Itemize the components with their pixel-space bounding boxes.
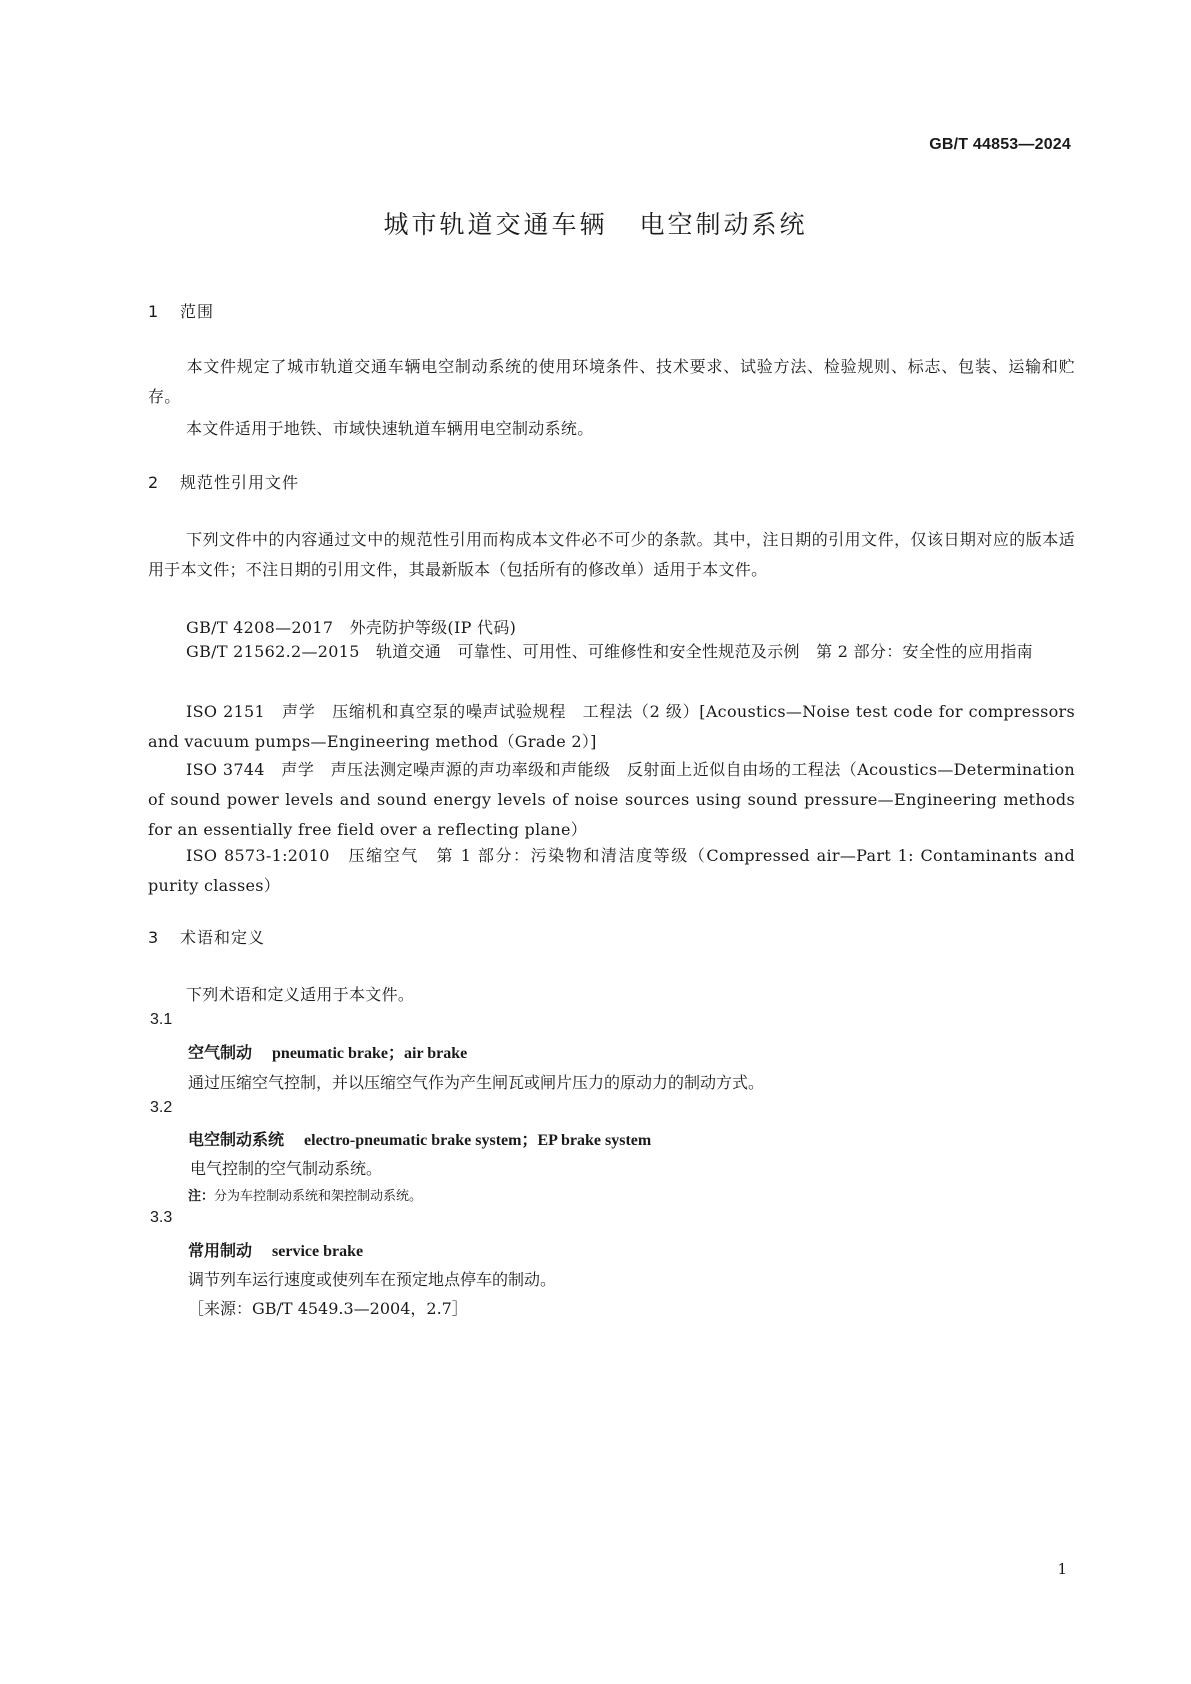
references-intro-text: 下列文件中的内容通过文中的规范性引用而构成本文件必不可少的条款。其中，注日期的引用文件，仅该日期对应的版本适用于本文件；不注日期的引用文件，其最新版本（包括所有的修改单）适用于本文件。 [148, 530, 1075, 579]
section-3-heading [148, 925, 265, 948]
reference-item [148, 637, 1075, 667]
title-part-2: 电空制动系统 [639, 210, 808, 239]
note-text: 分为车控制动系统和架控制动系统。 [214, 1189, 423, 1204]
term-definition: 通过压缩空气控制，并以压缩空气作为产生闸瓦或闸片压力的原动力的制动方式。 [188, 1073, 765, 1092]
standard-number: GB/T 44853—2024 [929, 136, 1071, 153]
section-title: 规范性引用文件 [180, 473, 300, 492]
page-number: 1 [1057, 1560, 1067, 1578]
section-number: 1 [148, 302, 160, 321]
terms-intro: 下列术语和定义适用于本文件。 [186, 985, 415, 1004]
term-heading [188, 1040, 467, 1063]
section-title: 术语和定义 [180, 928, 266, 947]
term-zh: 电空制动系统 [188, 1130, 285, 1149]
reference-item [148, 697, 1075, 757]
term-en: pneumatic brake；air brake [272, 1045, 468, 1062]
term-heading [188, 1127, 651, 1150]
section-number: 3 [148, 928, 160, 947]
reference-text: ISO 3744 声学 声压法测定噪声源的声功率级和声能级 反射面上近似自由场的工程法（Acoustics—Determination of sound power levels and sound energy levels of noise sources using sound pressure—Engineering methods for an essentially free field over a reflecting plane） [148, 760, 1075, 839]
term-en: service brake [272, 1243, 364, 1260]
clause-number: 3.1 [150, 1011, 173, 1028]
reference-item [148, 755, 1075, 845]
term-definition: 调节列车运行速度或使列车在预定地点停车的制动。 [188, 1270, 557, 1289]
clause-number: 3.2 [150, 1099, 173, 1116]
section-1-heading [148, 299, 214, 322]
section-2-heading [148, 470, 299, 493]
reference-item [148, 841, 1075, 901]
reference-item: GB/T 4208—2017 外壳防护等级(IP 代码) [186, 618, 517, 637]
term-note [188, 1185, 422, 1204]
scope-paragraph-2: 本文件适用于地铁、市域快速轨道车辆用电空制动系统。 [186, 419, 594, 438]
reference-text: ISO 8573-1:2010 压缩空气 第 1 部分：污染物和清洁度等级（Compressed air—Part 1: Contaminants and purity classes） [148, 846, 1075, 895]
term-source: ［来源：GB/T 4549.3—2004，2.7］ [188, 1299, 468, 1318]
title-part-1: 城市轨道交通车辆 [383, 210, 608, 239]
term-definition: 电气控制的空气制动系统。 [190, 1159, 383, 1178]
clause-number: 3.3 [150, 1209, 173, 1226]
section-title: 范围 [180, 302, 215, 321]
reference-text: ISO 2151 声学 压缩机和真空泵的噪声试验规程 工程法（2 级）[Acoustics—Noise test code for compressors and vacuum pumps—Engineering method（Grade 2）] [148, 702, 1075, 751]
scope-paragraph-1 [148, 352, 1075, 412]
scope-text-1: 本文件规定了城市轨道交通车辆电空制动系统的使用环境条件、技术要求、试验方法、检验规则、标志、包装、运输和贮存。 [148, 357, 1075, 406]
document-title [0, 205, 1191, 241]
term-heading [188, 1238, 363, 1261]
term-zh: 空气制动 [188, 1043, 253, 1062]
section-number: 2 [148, 473, 160, 492]
term-zh: 常用制动 [188, 1241, 253, 1260]
term-en: electro-pneumatic brake system；EP brake system [304, 1132, 652, 1149]
references-intro [148, 525, 1075, 585]
reference-text: GB/T 21562.2—2015 轨道交通 可靠性、可用性、可维修性和安全性规范及示例 第 2 部分：安全性的应用指南 [186, 642, 1033, 661]
note-label: 注： [188, 1189, 215, 1204]
